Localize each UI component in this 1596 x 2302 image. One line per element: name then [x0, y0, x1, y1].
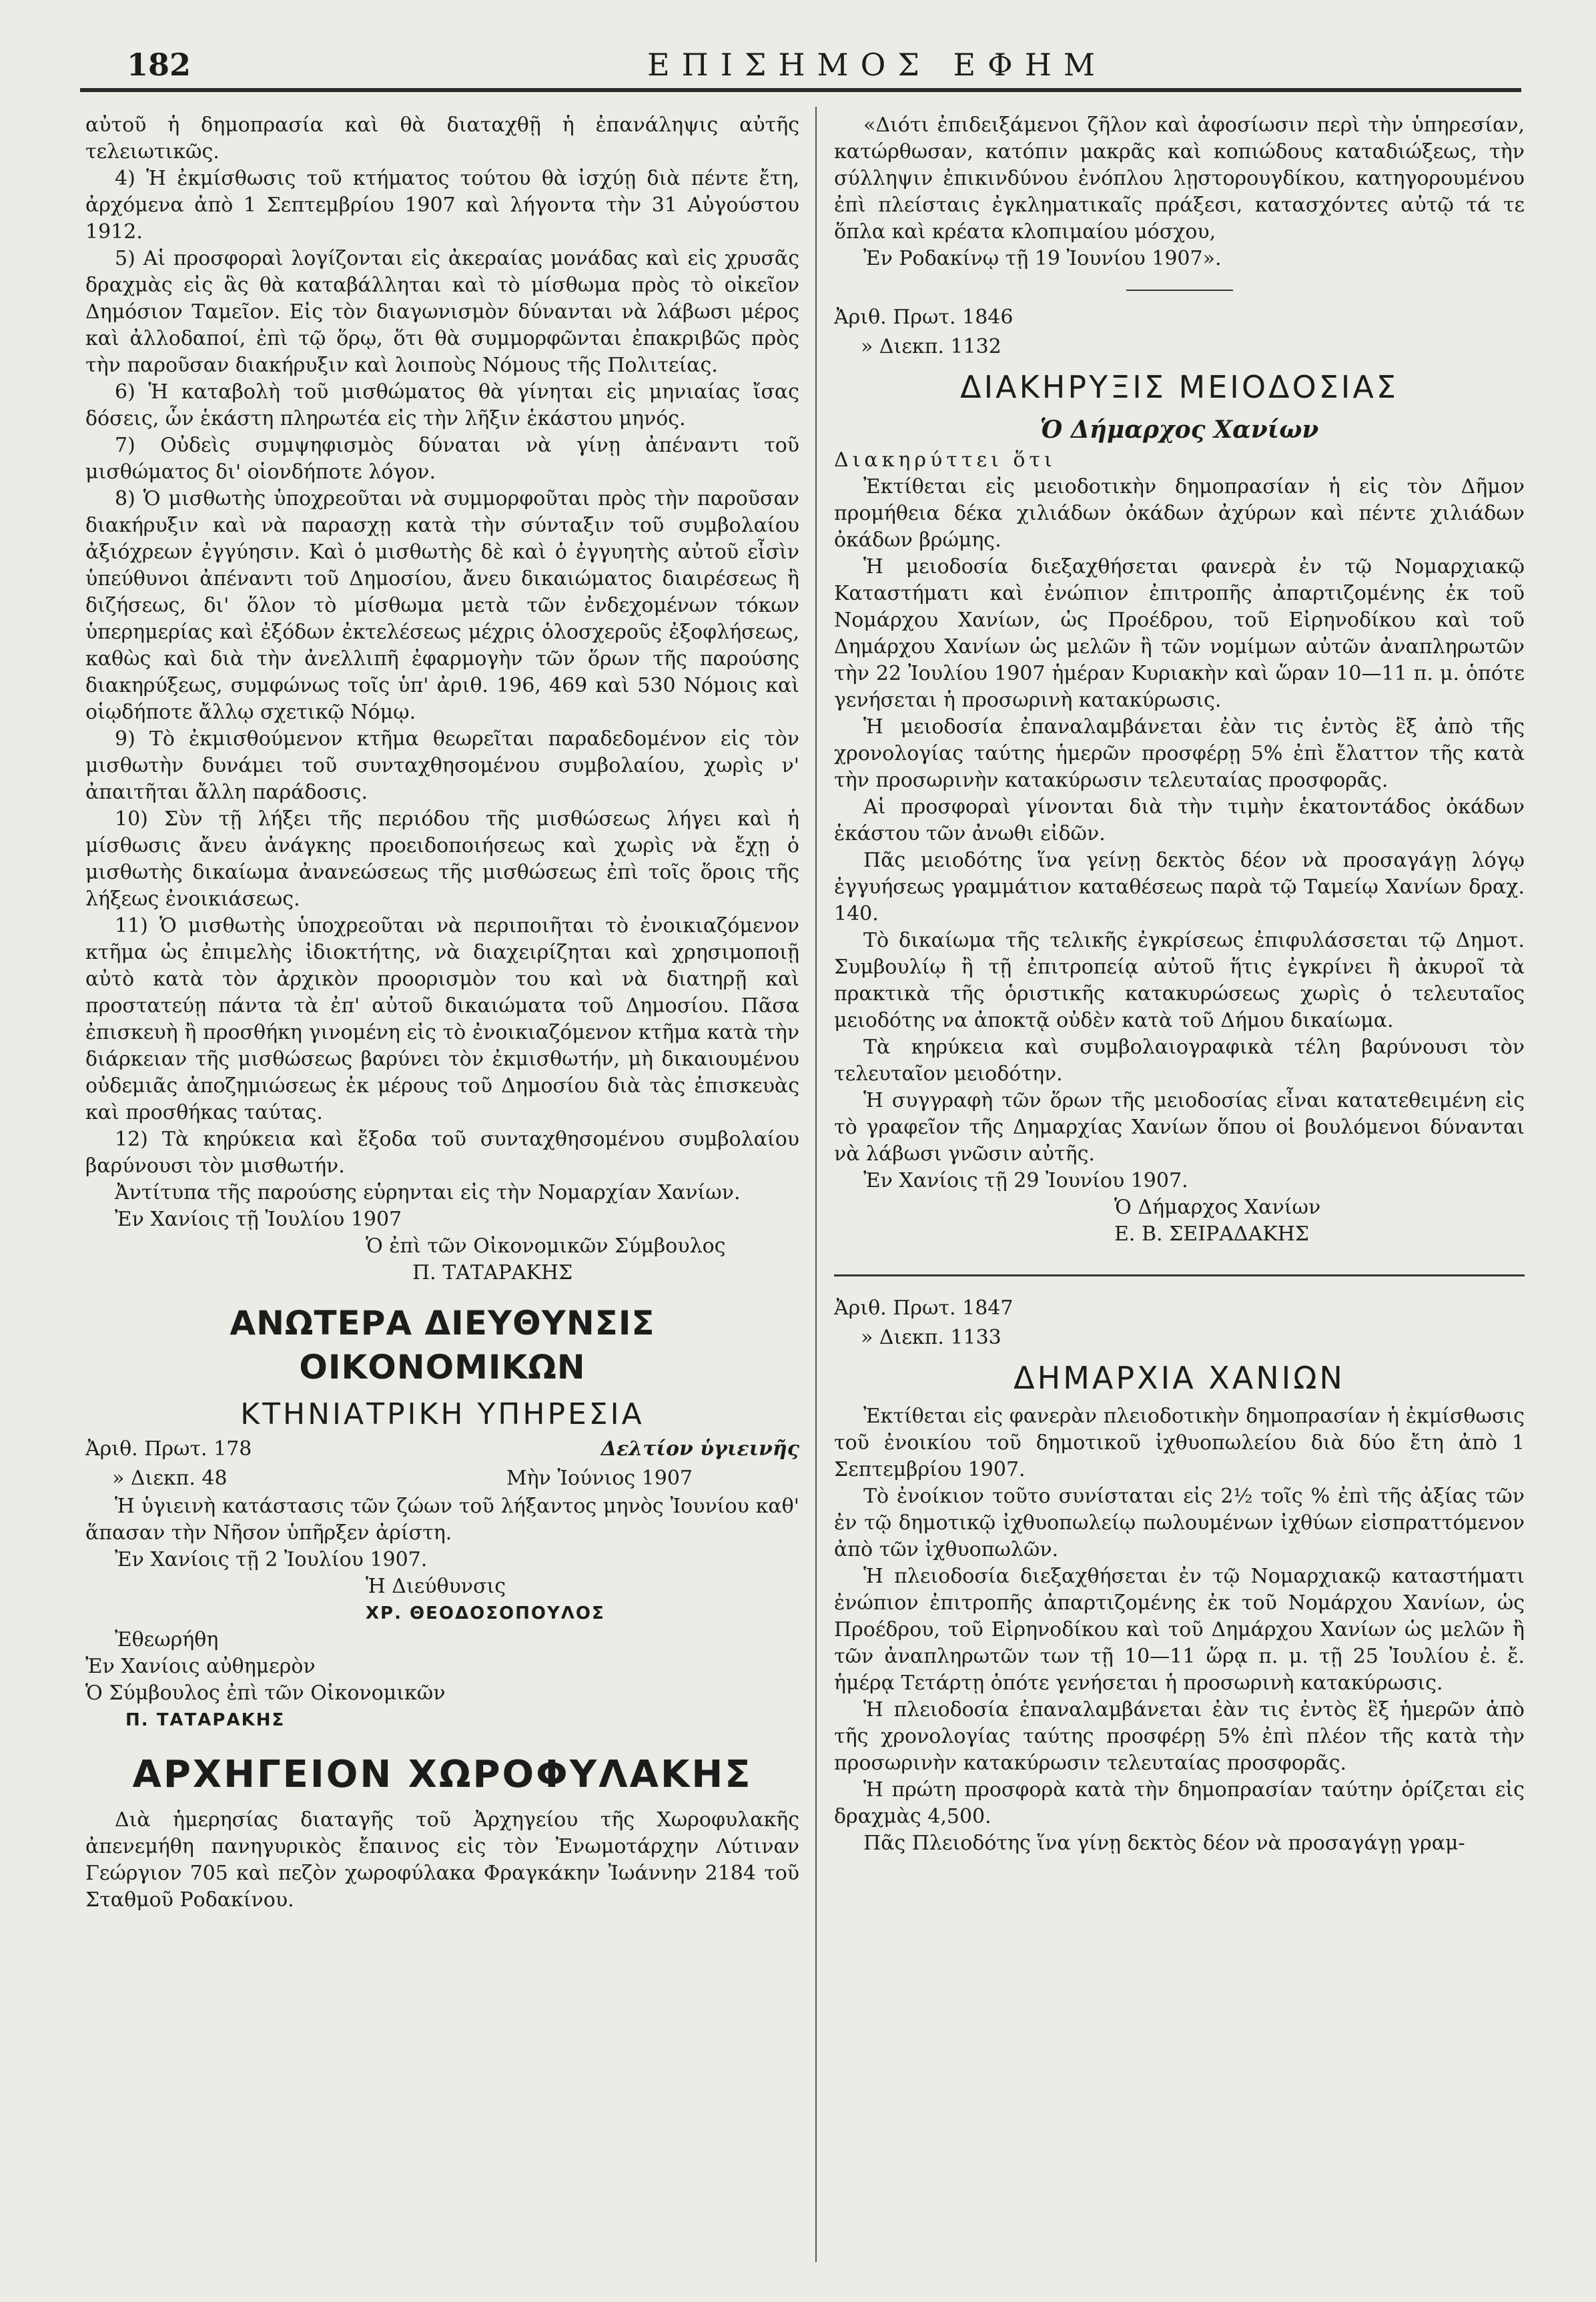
month-line: Μὴν Ἰούνιος 1907	[506, 1467, 693, 1490]
direction-name: ΧΡ. ΘΕΟΔΟΣΟΠΟΥΛΟΣ	[366, 1603, 605, 1623]
notice-paragraph: Ἡ πλειοδοσία διεξαχθήσεται ἐν τῷ Νομαρχιακῷ καταστήματι ἐνώπιον ἐπιτροπῆς ἀπαρτιζομένης ἐκ τοῦ Νομάρχου Χανίων, ὡς Προέδρου, τοῦ Εἰρηνοδίκου καὶ τοῦ Δημάρχου Χανίων ὡς μελῶν ἢ τῶν ἀναπληρωτῶν των τῇ 10—11 ὥρᾳ π. μ. τῇ 25 Ἰουλίου ἐ. ἔ. ἡμέρᾳ Τετάρτῃ ὁπότε γενήσεται ἡ προσωρινὴ κατακύρωσις.	[834, 1565, 1525, 1695]
copies-note: Ἀντίτυπα τῆς παρούσης εὑρηνται εἰς τὴν Νομαρχίαν Χανίων.	[115, 1181, 741, 1204]
date-line: Ἐν Χανίοις τῇ 29 Ἰουνίου 1907.	[863, 1169, 1188, 1192]
dispatch-number: » Διεκπ. 1132	[861, 335, 1002, 358]
approved-label: Ἐθεωρήθη	[115, 1628, 219, 1651]
notice-title: ΔΙΑΚΗΡΥΞΙΣ ΜΕΙΟΔΟΣΙΑΣ	[960, 369, 1399, 405]
dispatch-number: » Διεκπ. 1133	[861, 1326, 1002, 1349]
lease-term: 4) Ἡ ἐκμίσθωσις τοῦ κτήματος τούτου θὰ ἰσχύῃ διὰ πέντε ἔτη, ἀρχόμενα ἀπὸ 1 Σεπτεμβρίου 1907 καὶ λήγοντα τὴν 31 Αὐγούστου 1912.	[85, 167, 799, 244]
section-heading: ΑΝΩΤΕΡΑ ΔΙΕΥΘΥΝΣΙΣ ΟΙΚΟΝΟΜΙΚΩΝ	[230, 1304, 655, 1387]
lease-term: 12) Τὰ κηρύκεια καὶ ἔξοδα τοῦ συνταχθησομένου συμβολαίου βαρύνουσι τὸν μισθωτήν.	[85, 1128, 799, 1178]
lease-term: 10) Σὺν τῇ λήξει τῆς περιόδου τῆς μισθώσεως λήγει καὶ ἡ μίσθωσις ἄνευ ἀνάγκης προειδοποιήσεως καὶ χωρὶς νὰ ἔχῃ ὁ μισθωτὴς δικαίωμα ἀνανεώσεως τῆς μισθώσεως ἐπὶ τοῖς ὅροις τῆς λήξεως ἐνοικιάσεως.	[85, 807, 799, 911]
dispatch-number: » Διεκπ. 48	[112, 1467, 228, 1490]
page-number: 182	[127, 47, 191, 83]
reference-row	[85, 1464, 799, 1493]
notice-paragraph: Ἐκτίθεται εἰς φανερὰν πλειοδοτικὴν δημοπρασίαν ἡ ἐκμίσθωσις τοῦ ἐνοικίου τοῦ δημοτικοῦ ἰχθυοπωλείου διὰ δύο ἔτη ἀπὸ 1 Σεπτεμβρίου 1907.	[834, 1405, 1525, 1481]
approved-place: Ἐν Χανίοις αὐθημερὸν	[85, 1655, 316, 1678]
protocol-number: Ἀριθ. Πρωτ. 1847	[834, 1296, 1014, 1320]
column-rule	[815, 107, 817, 2262]
notice-divider	[834, 1274, 1525, 1276]
service-heading: ΚΤΗΝΙΑΤΡΙΚΗ ΥΠΗΡΕΣΙΑ	[240, 1397, 645, 1431]
protocol-number: Ἀριθ. Πρωτ. 178	[85, 1437, 252, 1461]
lease-term: 11) Ὁ μισθωτὴς ὑποχρεοῦται νὰ περιποιῆται τὸ ἐνοικιαζόμενον κτῆμα ὡς ἐπιμελὴς ἰδιοκτήτης, νὰ διαχειρίζηται καὶ χρησιμοποιῇ αὐτὸ κατὰ τὸν ἀρχικὸν προορισμὸν του καὶ νὰ διατηρῇ καὶ προστατεύῃ πάντα τὰ ἐπ' αὐτοῦ δικαιώματα τοῦ Δημοσίου. Πᾶσα ἐπισκευὴ ἢ προσθήκη γινομένη εἰς τὸ ἐνοικιαζόμενον κτῆμα κατὰ τὴν διάρκειαν τῆς μισθώσεως βαρύνει τὸν ἐκμισθωτήν, μὴ δικαιουμένου οὐδεμιᾶς ἀποζημιώσεως ἐκ μέρους τοῦ Δημοσίου διὰ τὰς ἐπισκευὰς καὶ προσθήκας ταύτας.	[85, 914, 799, 1124]
health-text: Ἡ ὑγιεινὴ κατάστασις τῶν ζώων τοῦ λήξαντος μηνὸς Ἰουνίου καθ' ἅπασαν τὴν Νῆσον ὑπῆρξεν ἀρίστη.	[85, 1495, 799, 1545]
date-line: Ἐν Χανίοις τῇ 2 Ἰουλίου 1907.	[115, 1548, 428, 1571]
notice-paragraph: Ἡ πρώτη προσφορὰ κατὰ τὴν δημοπρασίαν ταύτην ὁρίζεται εἰς δραχμὰς 4,500.	[834, 1778, 1525, 1828]
lease-intro: αὐτοῦ ἡ δημοπρασία καὶ θὰ διαταχθῇ ἡ ἐπανάληψις αὐτῆς τελειωτικῶς.	[85, 113, 799, 163]
page-header	[80, 37, 1521, 92]
notice-subtitle: Ὁ Δήμαρχος Χανίων	[1040, 416, 1319, 444]
notice-paragraph: Ἡ μειοδοσία διεξαχθήσεται φανερὰ ἐν τῷ Νομαρχιακῷ Καταστήματι καὶ ἐνώπιον ἐπιτροπῆς ἀπαρτιζομένης ἐκ τοῦ Νομάρχου Χανίων, ὡς Προέδρου, τοῦ Εἰρηνοδίκου καὶ τοῦ Δημάρχου Χανίων ὡς μελῶν ἢ τῶν νομίμων αὐτῶν ἀναπληρωτῶν τὴν 22 Ἰουλίου 1907 ἡμέραν Κυριακὴν καὶ ὥραν 10—11 π. μ. ὁπότε γενήσεται ἡ προσωρινὴ κατακύρωσις.	[834, 555, 1525, 712]
direction-title: Ἡ Διεύθυνσις	[366, 1575, 506, 1598]
bulletin-title: Δελτίον ὑγιεινῆς	[601, 1437, 799, 1461]
notice-paragraph: Ἡ συγγραφὴ τῶν ὅρων τῆς μειοδοσίας εἶναι κατατεθειμένη εἰς τὸ γραφεῖον τῆς Δημαρχίας Χανίων ὅπου οἱ βουλόμενοι δύνανται νὰ λάβωσι γνῶσιν αὐτῆς.	[834, 1089, 1525, 1166]
reference-row	[85, 1435, 799, 1464]
right-column	[834, 112, 1525, 1857]
notice-paragraph: Τὰ κηρύκεια καὶ συμβολαιογραφικὰ τέλη βαρύνουσι τὸν τελευταῖον μειοδότην.	[834, 1036, 1525, 1086]
notice-paragraph: Αἱ προσφοραὶ γίνονται διὰ τὴν τιμὴν ἑκατοντάδος ὀκάδων ἑκάστου τῶν ἀνωθι εἰδῶν.	[834, 795, 1525, 845]
notice-paragraph: Πᾶς μειοδότης ἵνα γείνῃ δεκτὸς δέον νὰ προσαγάγῃ λόγῳ ἐγγυήσεως γραμμάτιον καταθέσεως παρὰ τῷ Ταμείῳ Χανίων δραχ. 140.	[834, 849, 1525, 925]
signer-title: Ὁ Δήμαρχος Χανίων	[1114, 1196, 1321, 1219]
lease-term: 5) Αἱ προσφοραὶ λογίζονται εἰς ἀκεραίας μονάδας καὶ εἰς χρυσᾶς δραχμὰς εἰς ἃς θὰ καταβάλληται καὶ τὸ μίσθωμα πρὸς τὸ οἰκεῖον Δημόσιον Ταμεῖον. Εἰς τὸν διαγωνισμὸν δύνανται νὰ λάβωσι μέρος καὶ ἀλλοδαποί, ἐπὶ τῷ ὅρῳ, ὅτι θὰ συμμορφῶνται ἐπακριβῶς πρὸς τὴν παροῦσαν διακήρυξιν καὶ λοιποὺς Νόμους τῆς Πολιτείας.	[85, 247, 799, 377]
notice-paragraph: Τὸ ἐνοίκιον τοῦτο συνίσταται εἰς 2½ τοῖς % ἐπὶ τῆς ἀξίας τῶν ἐν τῷ δημοτικῷ ἰχθυοπωλείῳ πωλουμένων ἰχθύων εἰσπραττόμενον ἀπὸ τῶν ἰχθυοπωλῶν.	[834, 1485, 1525, 1561]
counselor-title: Ὁ Σύμβουλος ἐπὶ τῶν Οἰκονομικῶν	[85, 1681, 446, 1705]
signer-title: Ὁ ἐπὶ τῶν Οἰκονομικῶν Σύμβουλος	[366, 1234, 726, 1258]
notice-paragraph: Ἡ πλειοδοσία ἐπαναλαμβάνεται ἐὰν τις ἐντὸς ἓξ ἡμερῶν ἀπὸ τῆς χρονολογίας ταύτης προσφέρῃ 5% ἐπὶ πλέον τῆς κατὰ τὴν προσωρινὴν κατακύρωσιν τελευταίας προσφορᾶς.	[834, 1698, 1525, 1775]
lease-term: 9) Τὸ ἐκμισθούμενον κτῆμα θεωρεῖται παραδεδομένον εἰς τὸν μισθωτὴν δυνάμει τοῦ συνταχθησομένου συμβολαίου, χωρὶς ν' ἀπαιτῆται ἄλλη παράδοσις.	[85, 727, 799, 804]
quote-date: Ἐν Ροδακίνῳ τῇ 19 Ἰουνίου 1907».	[863, 247, 1222, 270]
commendation-quote: «Διότι ἐπιδειξάμενοι ζῆλον καὶ ἀφοσίωσιν περὶ τὴν ὑπηρεσίαν, κατώρθωσαν, κατόπιν μακρᾶς καὶ κοπιώδους καταδιώξεως, τὴν σύλληψιν ἐπικινδύνου ἐνόπλου λῃστορουγδίκου, κατηγορουμένου ἐπὶ πλείσταις ἐγκληματικαῖς πράξεσι, κατασχόντες αὐτῷ τά τε ὅπλα καὶ κρέατα κλοπιμαίου μόσχου,	[834, 113, 1525, 244]
lease-term: 8) Ὁ μισθωτὴς ὑποχρεοῦται νὰ συμμορφοῦται πρὸς τὴν παροῦσαν διακήρυξιν καὶ νὰ παρασχῃ κατὰ τὴν σύνταξιν τοῦ συμβολαίου ἀξιόχρεων ἐγγύησιν. Καὶ ὁ μισθωτὴς δὲ καὶ ὁ ἐγγυητὴς αὐτοῦ εἶσὶν ὑπεύθυνοι ἀπέναντι τοῦ Δημοσίου, ἄνευ δικαιώματος διαιρέσεως ἢ διζήσεως, δι' ὅλον τὸ μίσθωμα μετὰ τῶν ἐνδεχομένων τόκων ὑπερημερίας καὶ ἐξόδων ἐκτελέσεως μέχρις ὁλοσχεροῦς ἐξοφλήσεως, καθὼς καὶ διὰ τὴν ἀνελλιπῆ ἐφαρμογὴν τῶν ὅρων τῆς παρούσης διακηρύξεως, συμφώνως τοῖς ὑπ' ἀριθ. 196, 469 καὶ 530 Νόμοις καὶ οἱῳδήποτε ἄλλῳ σχετικῷ Νόμῳ.	[85, 487, 799, 724]
counselor-name: Π. ΤΑΤΑΡΑΚΗΣ	[125, 1710, 286, 1730]
separator	[1126, 290, 1233, 291]
left-column	[85, 112, 799, 1914]
gendarmerie-text: Διὰ ἡμερησίας διαταγῆς τοῦ Ἀρχηγείου τῆς Χωροφυλακῆς ἀπενεμήθη πανηγυρικὸς ἔπαινος εἰς τὸν Ἐνωμοτάρχην Λύτιναν Γεώργιον 705 καὶ πεζὸν χωροφύλακα Φραγκάκην Ἰωάννην 2184 τοῦ Σταθμοῦ Ροδακίνου.	[85, 1808, 799, 1912]
lease-term: 7) Οὐδεὶς συμψηφισμὸς δύναται νὰ γίνῃ ἀπέναντι τοῦ μισθώματος δι' οἱονδήποτε λόγον.	[85, 434, 799, 484]
notice-paragraph: Τὸ δικαίωμα τῆς τελικῆς ἐγκρίσεως ἐπιφυλάσσεται τῷ Δημοτ. Συμβουλίῳ ἢ τῇ ἐπιτροπείᾳ αὐτοῦ ἥτις ἐγκρίνει ἢ ἀκυροῖ τὰ πρακτικὰ τῆς ὁριστικῆς κατακυρώσεως χωρὶς ὁ τελευταῖος μειοδότης να ἀποκτᾷ οὐδὲν κατὰ τοῦ Δήμου δικαίωμα.	[834, 929, 1525, 1032]
notice-paragraph: Πᾶς Πλειοδότης ἵνα γίνῃ δεκτὸς δέον νὰ προσαγάγῃ γραμ-	[863, 1832, 1465, 1855]
notice-title: ΔΗΜΑΡΧΙΑ ΧΑΝΙΩΝ	[1014, 1360, 1345, 1396]
signer-name: Ε. Β. ΣΕΙΡΑΔΑΚΗΣ	[1114, 1222, 1310, 1246]
date-line: Ἐν Χανίοις τῇ Ἰουλίου 1907	[115, 1208, 402, 1231]
lease-term: 6) Ἡ καταβολὴ τοῦ μισθώματος θὰ γίνηται εἰς μηνιαίας ἴσας δόσεις, ὧν ἑκάστη πληρωτέα εἰς τὴν λῆξιν ἑκάστου μηνός.	[85, 380, 799, 430]
notice-paragraph: Ἐκτίθεται εἰς μειοδοτικὴν δημοπρασίαν ἡ εἰς τὸν Δῆμον προμήθεια δέκα χιλιάδων ὀκάδων ἀχύρων καὶ πέντε χιλιάδων ὀκάδων βρώμης.	[834, 475, 1525, 552]
declares-line: Διακηρύττει ὅτι	[834, 448, 1056, 472]
notice-paragraph: Ἡ μειοδοσία ἐπαναλαμβάνεται ἐὰν τις ἐντὸς ἓξ ἀπὸ τῆς χρονολογίας ταύτης ἡμερῶν προσφέρῃ 5% ἐπὶ ἔλαττον τῆς κατὰ τὴν προσωρινὴν κατακύρωσιν τελευταίας προσφορᾶς.	[834, 715, 1525, 792]
gazette-title: ΕΠΙΣΗΜΟΣ ΕΦΗΜ	[647, 47, 1107, 83]
signer-name: Π. ΤΑΤΑΡΑΚΗΣ	[412, 1261, 573, 1284]
gendarmerie-heading: ΑΡΧΗΓΕΙΟΝ ΧΩΡΟΦΥΛΑΚΗΣ	[132, 1753, 753, 1796]
protocol-number: Ἀριθ. Πρωτ. 1846	[834, 306, 1014, 329]
